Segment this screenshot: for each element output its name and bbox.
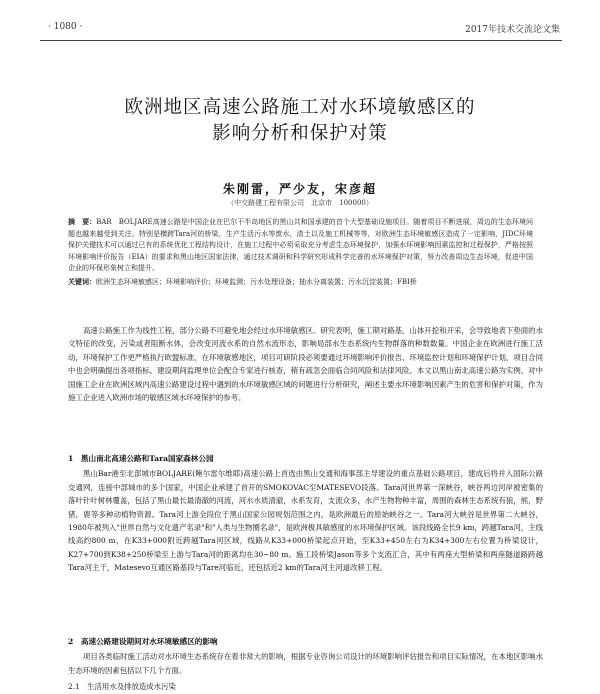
section-2 xyxy=(68,628,543,694)
title-line-2: 影响分析和保护对策 xyxy=(212,123,388,144)
journal-name: 2017年技术交流论文集 xyxy=(465,25,560,35)
title-line-1: 欧洲地区高速公路施工对水环境敏感区的 xyxy=(124,97,476,118)
abstract-text: BAR BOLJARE高速公路是中国企业在巴尔干半岛地区的黑山共和国承建的首个大型基础设施项目。随着项目不断进展，周边的生态环境问题也越来越受到关注。特别是横跨Tara河的桥梁，生产生活污水等废水，渣土以及施工机械等等，对欧洲生态环境敏感区造成了一定影响，JIDC环境保护关键技术可以通过已有的系统优化工程结构设计，在施工过程中必须采取充分考虑生态环境保护，加强水环境影响因素监控和过程保护，严格按照环境影响评价报告（EIA）的要求和黑山地区国家法律，通过技术调研和科学研究形成科学完善的水环境保护对策，努力改善周边生态环境，促进中国企业的环保形象树立和提升。 xyxy=(68,218,534,272)
keywords xyxy=(68,276,533,289)
header-rule xyxy=(40,40,562,41)
keywords-text: 欧洲生态环境敏感区；环境影响评价；环境监测；污水处理设备；抽水分离装置；污水沉淀装置；FBI桥 xyxy=(96,277,417,286)
keywords-label: 关键词： xyxy=(68,276,96,286)
intro-paragraph: 高速公路施工作为线性工程，部分公路不可避免地会经过水环境敏感区。研究表明，施工期对路基，山体开挖和开采，会导致地表下垫面的水文特征的改变，污染或者阻断水体，会改变河流水系的自然水流形态，影响局部水生态系统内生物群落的种数数量。中国企业在欧洲进行施工活动，环境保护工作更严格执行欧盟标准，在环境敏感地区，项目可研阶段必须要通过环境影响评价报告、环境监控计划和环境保护计划，项目合同中也会明确提出各项指标，建设期间监理单位会配合专家进行核查，稍有疏忽会面临合同风险和法律风险。本文以黑山南北高速公路为实例，对中国施工企业在欧洲区域内高速公路建设过程中遇到的水环境敏感区域的问题进行分析研究，阐述主要水环境影响因素产生的危害和保护对策，作为施工企业进入欧洲市场的敏感区域水环境保护的参考。 xyxy=(68,326,543,403)
section-1 xyxy=(68,445,543,575)
abstract xyxy=(68,216,533,275)
section-1-heading: 1 黑山南北高速公路和Tara国家森林公园 xyxy=(68,454,214,463)
paper-title xyxy=(40,95,560,147)
section-1-paragraph: 黑山Bar港至北部城市BOLJARE(鲍尔雷尔维耶)高速公路上首选由黑山交通和海事部主导建设的重点基础公路项目，建成后将并入国际公路交通网，连接中部城市的多个国家，中国企业承建了首开的SMOKOVAC至MATESEVO段落。Tara河世界第一深峡谷，峡谷两边河岸被密集的落叶针叶树林覆盖，包括了黑山最长最清澈的河流，河水水质清澈，水系发育，支流众多，水产生物物种丰富，周围的森林生态系统有狼，熊，野猪，鹿等多种动植物资源。Tara河上游全段位于黑山国家公园规划范围之内，是欧洲最后的原始峡谷之一。Tara河大峡谷是世界第二大峡谷，1980年被列入"世界自然与文化遗产名录"和"人类与生物圈名录"，是欧洲极具敏感度的水环境保护区域。该段线路全长9 km，跨越Tara河，主线线高约800 m，在K33+000附近跨越Tara河区域，线路从K33+000桥梁起点开始，至K33+450左右为K34+300左右位置为桥梁设计，K27+700到K38+250桥梁至上游与Tara河的距离均在30~80 m。施工段桥梁Jason等多个支流汇合，其中有两座大型桥梁和两座隧道路跨越Tara河主干，Matesevo互通区路基段与Tare河临近，还包括近2 km的Tara河主河道改移工程。 xyxy=(68,469,543,573)
introduction xyxy=(68,324,543,404)
abstract-label: 摘 要： xyxy=(68,217,97,226)
page-number: · 1080 · xyxy=(48,22,83,32)
author-list: 朱刚雷，严少友，宋彦超 xyxy=(222,182,377,196)
section-2-paragraph: 项目各类临时施工活动对水环境生态系统存在着非常大的影响，根据专业咨询公司设计的环境影响评估报告和项目实际情况，在本地区影响水生态环境的因素包括以下几个方面。 xyxy=(68,652,543,675)
affiliation: （中交路建工程有限公司 北京市 100000） xyxy=(227,199,373,207)
subsection-2-1-heading: 2.1 生活用水及排放造成水污染 xyxy=(68,682,176,692)
running-header xyxy=(48,22,560,36)
abstract-block xyxy=(68,216,533,288)
section-2-heading: 2 高速公路建设期间对水环境敏感区的影响 xyxy=(68,637,218,646)
